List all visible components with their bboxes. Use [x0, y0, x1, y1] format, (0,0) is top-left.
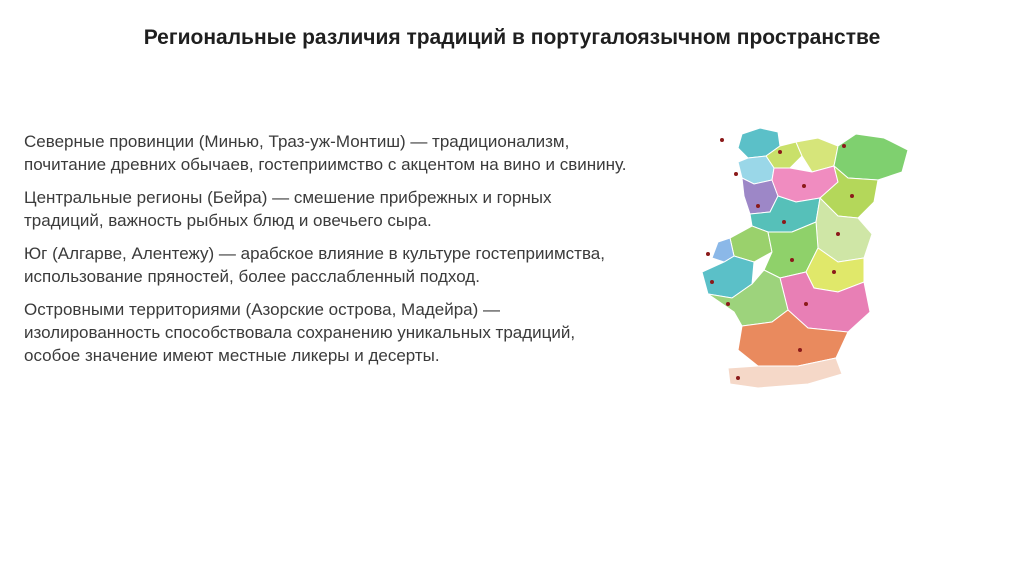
map-region-coast: [712, 238, 734, 262]
paragraph-north: Северные провинции (Минью, Траз-уж-Монтиш) — традиционализм, почитание древних обычаев, гостеприимство с акцентом на вино и свинину.: [24, 132, 627, 174]
paragraph-islands: Островными территориями (Азорские острова, Мадейра) — изолированность способствовала сохранению уникальных традиций, особое значение имеют местные ликеры и десерты.: [24, 300, 576, 365]
page-title: Региональные различия традиций в португалоязычном пространстве: [143, 26, 881, 49]
map-region-braganca: [834, 134, 908, 180]
portugal-districts-map: [688, 122, 914, 394]
text-content: [24, 130, 634, 377]
paragraph-center: Центральные регионы (Бейра) — смешение прибрежных и горных традиций, важность рыбных блюд и овечьего сыра.: [24, 188, 552, 230]
portugal-map-image: [688, 122, 914, 394]
paragraph-south: Юг (Алгарве, Алентежу) — арабское влияние в культуре гостеприимства, использование пряностей, более расслабленный подход.: [24, 244, 605, 286]
